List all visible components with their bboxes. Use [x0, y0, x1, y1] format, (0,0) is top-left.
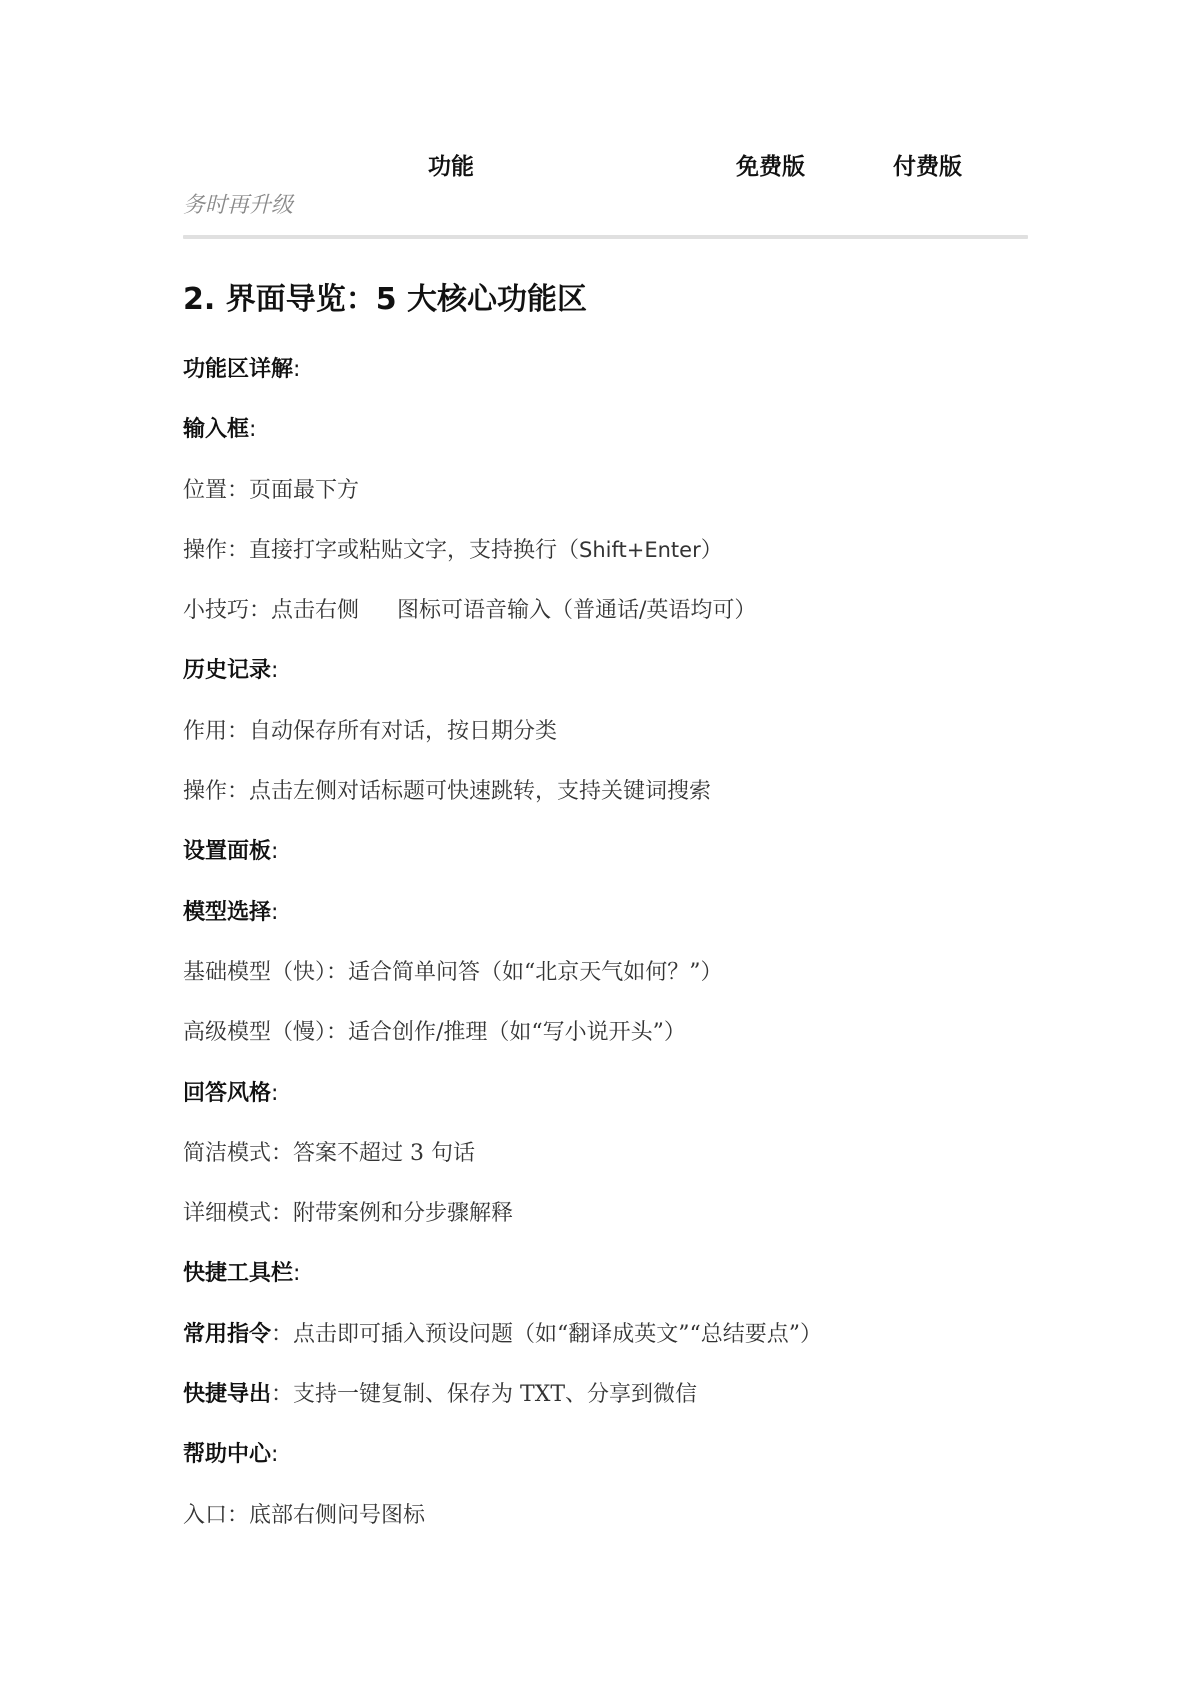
- style-concise: 简洁模式：答案不超过 3 句话: [183, 1140, 475, 1166]
- comparison-table-header: [0, 148, 1200, 182]
- overview-heading: [183, 352, 1083, 412]
- input-box-heading: [183, 412, 1083, 472]
- colon: :: [271, 899, 279, 925]
- toolbar-heading-text: 快捷工具栏: [183, 1261, 294, 1287]
- model-selection-heading: [183, 895, 1083, 955]
- colon: :: [293, 357, 301, 382]
- commands-text: 点击即可插入预设问题（如“翻译成英文”“总结要点”）: [293, 1321, 823, 1347]
- export-text: 支持一键复制、保存为 TXT、分享到微信: [293, 1382, 698, 1408]
- header-paid-version: 付费版: [893, 154, 962, 180]
- commands-label: 常用指令: [183, 1321, 272, 1347]
- colon: :: [271, 1080, 279, 1106]
- toolbar-heading: [183, 1256, 1083, 1316]
- header-feature: 功能: [428, 154, 474, 180]
- model-advanced: 高级模型（慢）：适合创作/推理（如“写小说开头”）: [183, 1020, 686, 1046]
- style-heading-text: 回答风格: [183, 1080, 272, 1106]
- operation-key: Shift+Enter: [579, 537, 701, 562]
- input-box-position: 位置：页面最下方: [183, 477, 360, 503]
- content-body: [183, 352, 1083, 1558]
- input-box-operation: [183, 533, 1083, 593]
- history-usage: 作用：自动保存所有对话，按日期分类: [183, 718, 558, 744]
- history-heading: [183, 653, 1083, 713]
- header-free-version: 免费版: [736, 154, 805, 180]
- model-heading-text: 模型选择: [183, 899, 272, 925]
- colon: :: [249, 417, 257, 443]
- trailing-note: 务时再升级: [183, 193, 294, 218]
- input-box-heading-text: 输入框: [183, 417, 250, 443]
- colon: :: [271, 1442, 279, 1468]
- settings-heading-text: 设置面板: [183, 839, 272, 865]
- colon-cn: ：: [271, 1382, 294, 1408]
- settings-heading: [183, 834, 1083, 894]
- toolbar-export: [183, 1377, 1083, 1437]
- microphone-icon: [359, 601, 397, 621]
- colon: :: [271, 839, 279, 865]
- style-detailed: 详细模式：附带案例和分步骤解释: [183, 1201, 514, 1227]
- colon: :: [271, 658, 279, 684]
- operation-prefix: 操作：直接打字或粘贴文字，支持换行（: [183, 537, 580, 563]
- tip-part1: 小技巧：点击右侧: [183, 598, 360, 624]
- model-basic: 基础模型（快）：适合简单问答（如“北京天气如何？”）: [183, 959, 723, 985]
- tip-part2: 图标可语音输入（普通话/英语均可）: [397, 598, 757, 624]
- help-heading-text: 帮助中心: [183, 1442, 272, 1468]
- toolbar-commands: [183, 1317, 1083, 1377]
- answer-style-heading: [183, 1076, 1083, 1136]
- overview-heading-text: 功能区详解: [183, 357, 294, 382]
- colon-cn: ：: [271, 1321, 294, 1347]
- help-heading: [183, 1437, 1083, 1497]
- help-entry: 入口：底部右侧问号图标: [183, 1502, 426, 1528]
- section-title: 2. 界面导览：5 大核心功能区: [183, 282, 588, 317]
- history-heading-text: 历史记录: [183, 658, 272, 684]
- input-box-tip: [183, 593, 1083, 653]
- operation-suffix: ）: [700, 537, 723, 563]
- export-label: 快捷导出: [183, 1382, 272, 1408]
- section-divider: [183, 235, 1028, 239]
- colon: :: [293, 1261, 301, 1287]
- history-operation: 操作：点击左侧对话标题可快速跳转，支持关键词搜索: [183, 779, 712, 805]
